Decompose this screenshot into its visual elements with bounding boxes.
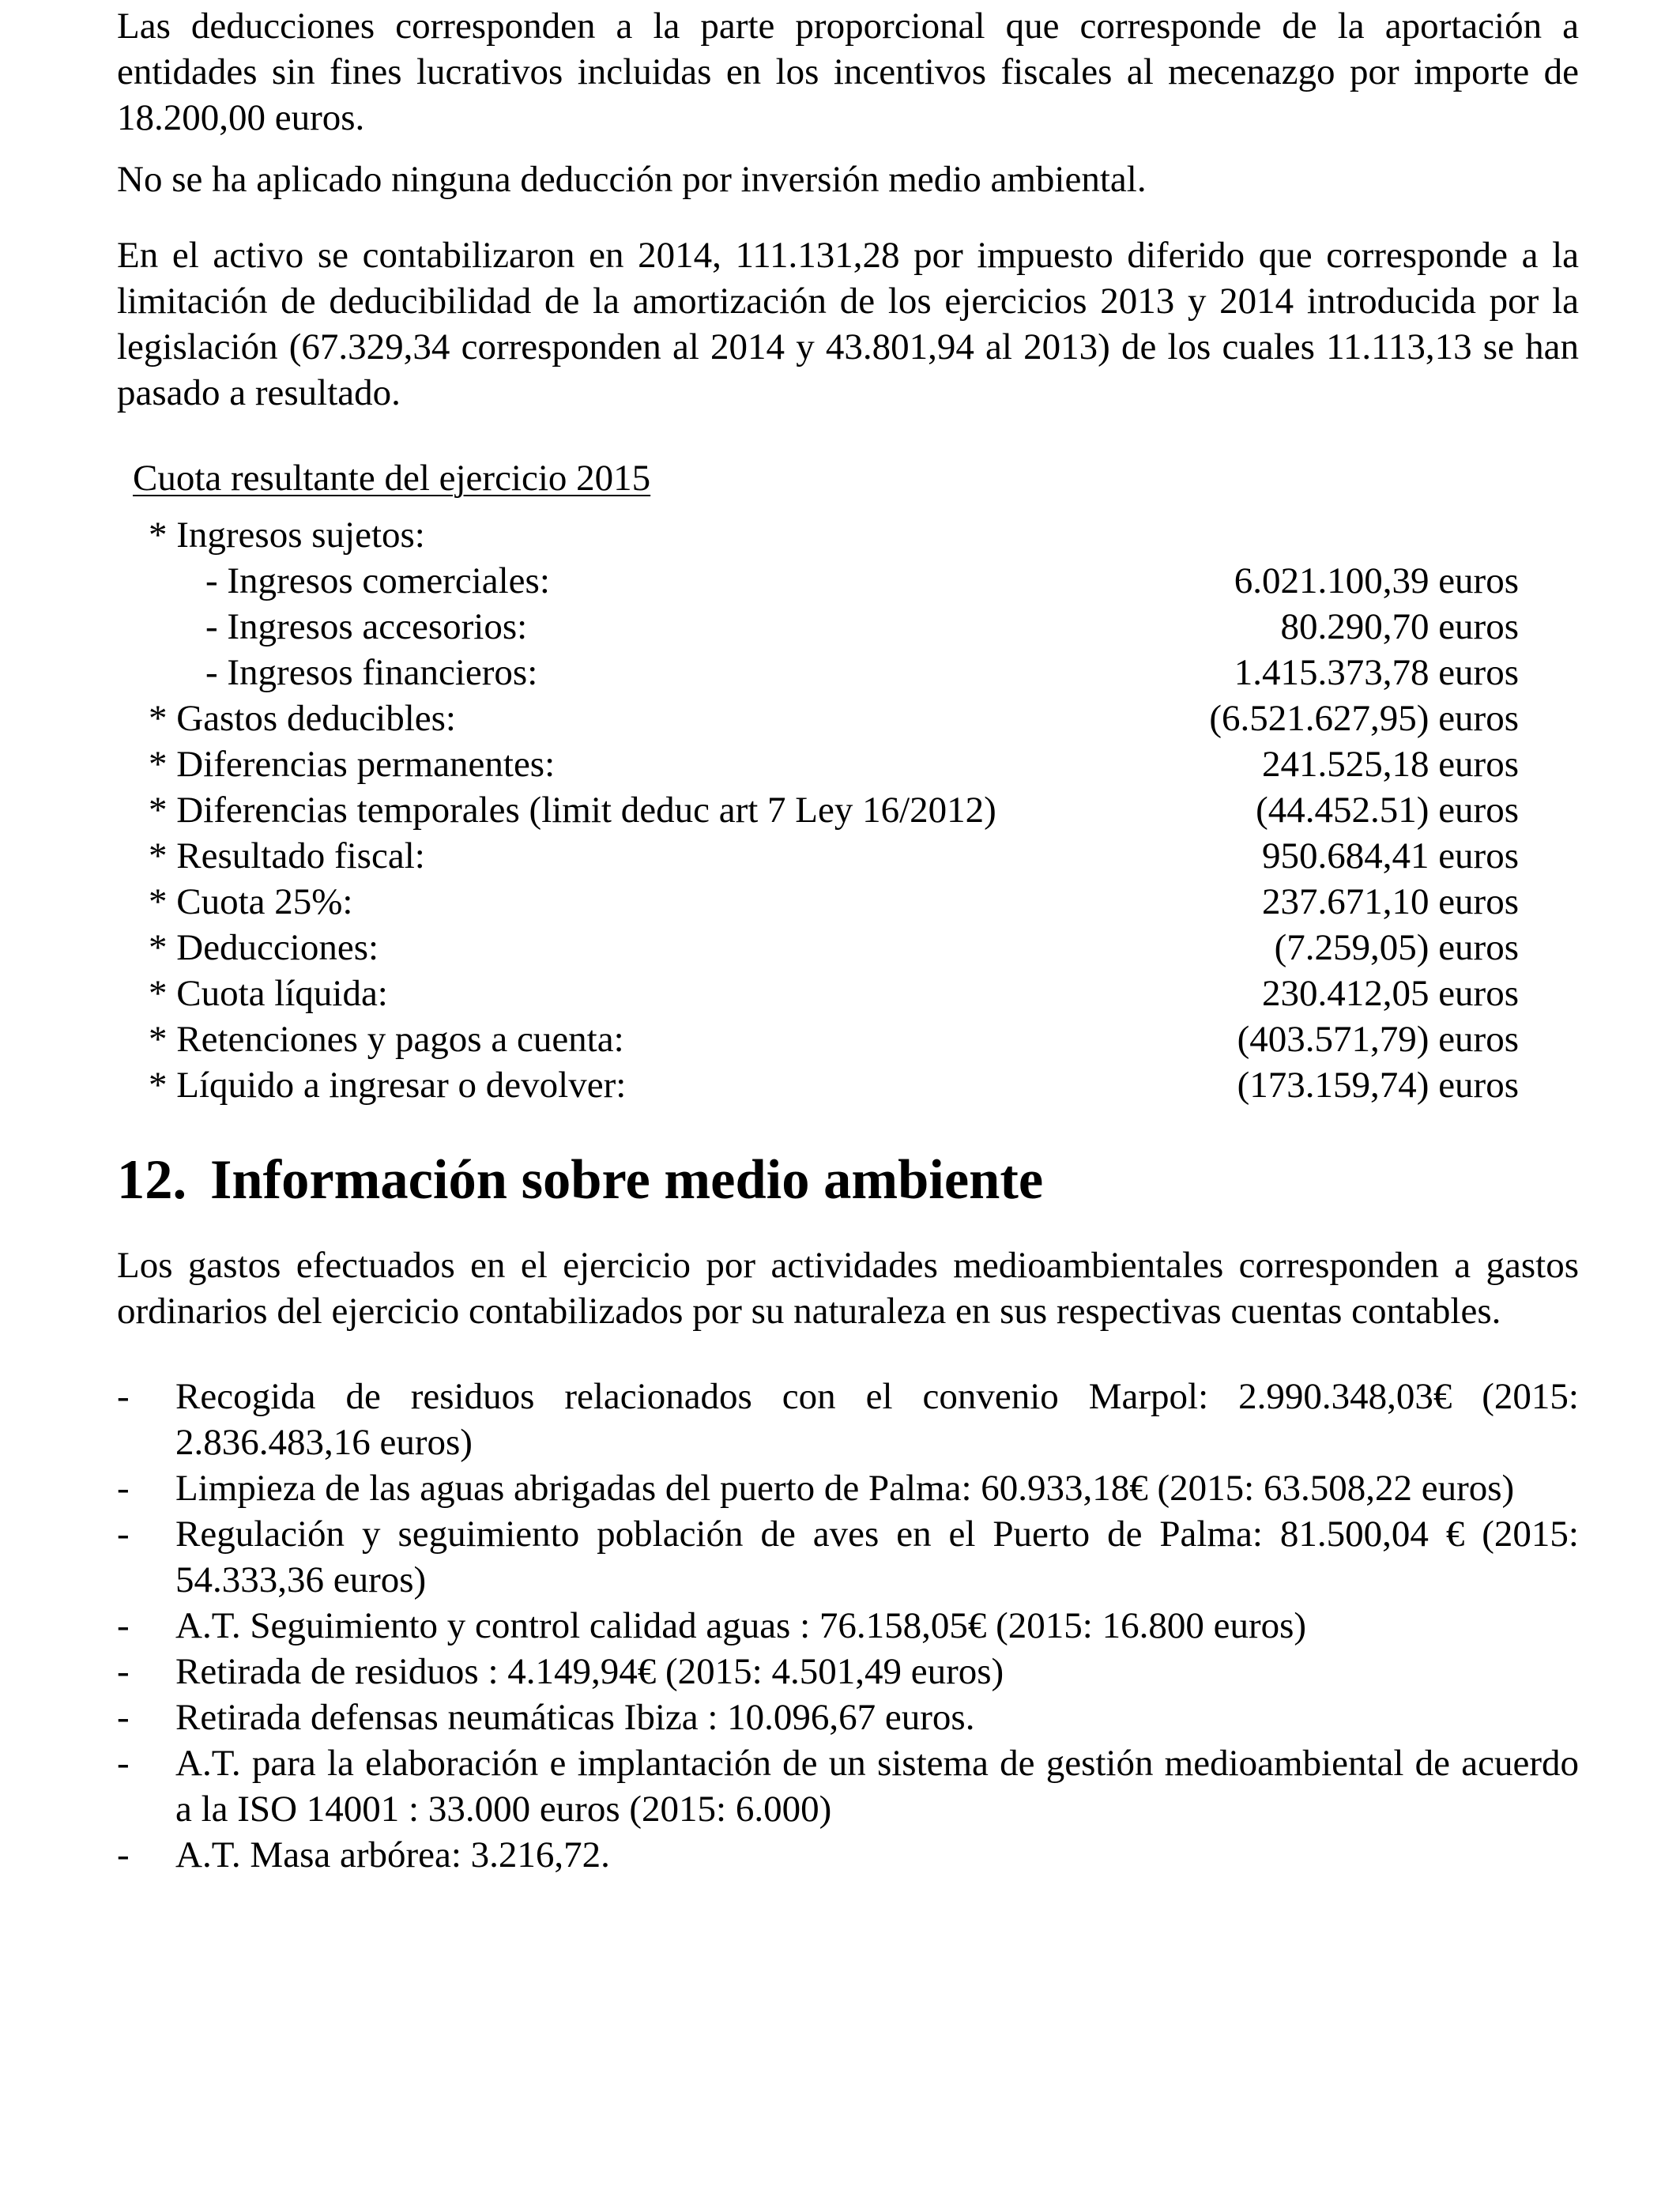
list-item-text: Retirada de residuos : 4.149,94€ (2015: 4.501,49 euros) (175, 1651, 1004, 1692)
paragraph-gastos-medioambientales: Los gastos efectuados en el ejercicio por actividades medioambientales corresponden a gastos ordinarios del ejercicio contabilizados por su naturaleza en sus respectivas cuentas contables. (117, 1245, 1579, 1332)
bullet-dash: - (117, 1468, 130, 1509)
paragraph-inversion-ambiental: No se ha aplicado ninguna deducción por inversión medio ambiental. (117, 159, 1147, 200)
cuota-row (117, 833, 1519, 879)
paragraph-impuesto-diferido: En el activo se contabilizaron en 2014, 111.131,28 por impuesto diferido que corresponde a la limitación de deducibilidad de la amortización de los ejercicios 2013 y 2014 introducida por la legislación (67.329,34 corresponden al 2014 y 43.801,94 al 2013) de los cuales 11.113,13 se han pasado a resultado. (117, 235, 1579, 413)
list-item (117, 1465, 1579, 1511)
cuota-row (117, 604, 1519, 650)
cuota-row-label: * Retenciones y pagos a cuenta: (149, 1019, 624, 1060)
cuota-row-label: * Ingresos sujetos: (149, 515, 425, 556)
list-item-text: A.T. para la elaboración e implantación de un sistema de gestión medioambiental de acuerdo a la ISO 14001 : 33.000 euros (2015: 6.000) (175, 1743, 1579, 1830)
section-heading (117, 1149, 1579, 1211)
cuota-row (117, 741, 1519, 787)
cuota-row-value: (44.452.51) euros (1256, 790, 1519, 831)
cuota-row-value: 237.671,10 euros (1261, 881, 1519, 922)
cuota-row-label: * Diferencias temporales (limit deduc art 7 Ley 16/2012) (149, 790, 996, 831)
list-item-text: Recogida de residuos relacionados con el convenio Marpol: 2.990.348,03€ (2015: 2.836.483,16 euros) (175, 1376, 1579, 1463)
bullet-dash: - (117, 1697, 130, 1738)
cuota-table (117, 512, 1519, 1108)
list-item (117, 1649, 1579, 1695)
cuota-row-label: * Cuota líquida: (149, 973, 388, 1014)
list-item (117, 1695, 1579, 1740)
bullet-dash: - (117, 1514, 130, 1555)
cuota-row-label: - Ingresos comerciales: (205, 560, 550, 601)
cuota-row (117, 558, 1519, 604)
list-item (117, 1374, 1579, 1465)
environmental-expenses-list (117, 1374, 1579, 1878)
list-item-text: A.T. Seguimiento y control calidad aguas : 76.158,05€ (2015: 16.800 euros) (175, 1605, 1307, 1646)
bullet-dash: - (117, 1376, 130, 1417)
cuota-row-label: * Líquido a ingresar o devolver: (149, 1065, 627, 1106)
bullet-dash: - (117, 1651, 130, 1692)
list-item-text: Regulación y seguimiento población de aves en el Puerto de Palma: 81.500,04 € (2015: 54.333,36 euros) (175, 1514, 1579, 1600)
list-item-text: A.T. Masa arbórea: 3.216,72. (175, 1834, 610, 1875)
cuota-row-value: 1.415.373,78 euros (1234, 652, 1519, 693)
cuota-row-label: * Resultado fiscal: (149, 835, 425, 876)
paragraph-deducciones: Las deducciones corresponden a la parte proporcional que corresponde de la aportación a entidades sin fines lucrativos incluidas en los incentivos fiscales al mecenazgo por importe de 18.200,00 euros. (117, 6, 1579, 138)
cuota-row-value: 80.290,70 euros (1280, 606, 1519, 647)
cuota-row-value: 241.525,18 euros (1261, 744, 1519, 785)
cuota-row-value: (6.521.627,95) euros (1209, 698, 1519, 739)
cuota-row-value: 230.412,05 euros (1261, 973, 1519, 1014)
cuota-row (117, 512, 1519, 558)
cuota-row (117, 696, 1519, 741)
cuota-row (117, 650, 1519, 696)
document-page (117, 3, 1579, 1878)
cuota-row (117, 971, 1519, 1016)
cuota-row-label: - Ingresos accesorios: (205, 606, 528, 647)
section-number: 12. (117, 1149, 187, 1211)
cuota-row (117, 879, 1519, 925)
cuota-row (117, 787, 1519, 833)
cuota-row (117, 1016, 1519, 1062)
cuota-row-label: * Deducciones: (149, 927, 379, 968)
bullet-dash: - (117, 1743, 130, 1784)
cuota-row-value: (403.571,79) euros (1237, 1019, 1519, 1060)
cuota-row-value: (173.159,74) euros (1237, 1065, 1519, 1106)
list-item-text: Retirada defensas neumáticas Ibiza : 10.096,67 euros. (175, 1697, 975, 1738)
section-title: Información sobre medio ambiente (210, 1149, 1044, 1211)
list-item (117, 1511, 1579, 1603)
cuota-row-label: * Cuota 25%: (149, 881, 353, 922)
cuota-row (117, 925, 1519, 971)
list-item (117, 1832, 1579, 1878)
cuota-row-label: * Diferencias permanentes: (149, 744, 556, 785)
cuota-row-value: (7.259,05) euros (1274, 927, 1519, 968)
cuota-row (117, 1062, 1519, 1108)
cuota-title: Cuota resultante del ejercicio 2015 (133, 458, 651, 499)
cuota-row-label: - Ingresos financieros: (205, 652, 538, 693)
cuota-row-value: 6.021.100,39 euros (1234, 560, 1519, 601)
list-item-text: Limpieza de las aguas abrigadas del puerto de Palma: 60.933,18€ (2015: 63.508,22 euros) (175, 1468, 1515, 1509)
cuota-row-label: * Gastos deducibles: (149, 698, 456, 739)
list-item (117, 1740, 1579, 1832)
cuota-row-value: 950.684,41 euros (1261, 835, 1519, 876)
bullet-dash: - (117, 1605, 130, 1646)
bullet-dash: - (117, 1834, 130, 1875)
list-item (117, 1603, 1579, 1649)
